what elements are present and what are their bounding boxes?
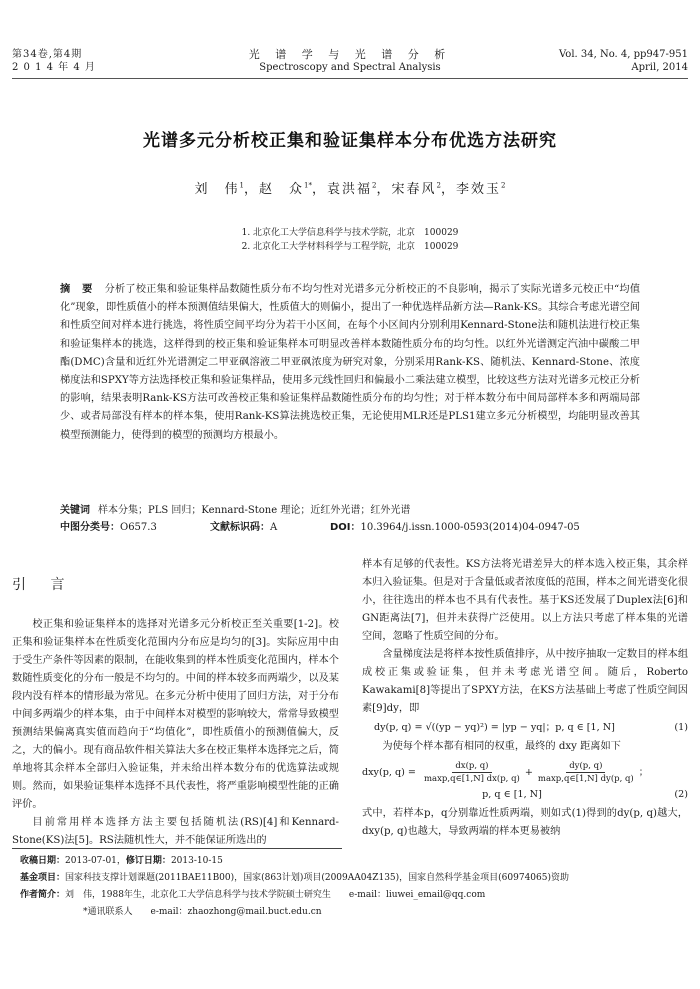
- classification: [60, 520, 660, 536]
- equation-2-fraction-y: $\frac{dy(p, q)}{\max p,q\in[1,N] dy(p, q)}$: [537, 761, 634, 784]
- doc-code-value: A: [270, 522, 278, 533]
- running-header-right: [559, 48, 688, 74]
- equation-2-number: (2): [674, 789, 688, 800]
- footnote-funding: 基金项目：国家科技支撑计划课题(2011BAE11B00)，国家(863计划)项目(2009AA04Z135)，国家自然科学基金项目(60974065)资助: [20, 873, 569, 883]
- author: 袁洪福$^2$: [327, 181, 377, 197]
- equation-2-fraction-x: $\frac{dx(p, q)}{\max p,q\in[1,N] dx(p, q)}$: [424, 761, 520, 784]
- clc-label: 中图分类号：: [60, 522, 120, 533]
- equation-1-number: (1): [674, 722, 688, 733]
- abstract-text: 分析了校正集和验证集样品数随性质分布不均匀性对光谱多元分析校正的不良影响，揭示了实际光谱多元校正中“均值化”现象，即性质值小的样本预测值结果偏大，性质值大的则偏小，提出了一种优选样品新方法—Rank-KS。其综合考虑光谱空间和性质空间对样本进行挑选，将性质空间平均分为若干小区间，在每个小区间内分别利用Kennard-Stone法和随机法进行校正集和验证集样本的挑选，这样得到的校正集和验证集样本可明显改善样本数随性质分布的均匀性。以红外光谱测定汽油中碳酸二甲酯(DMC)含量和近红外光谱测定二甲亚砜溶液二甲亚砜浓度为研究对象，分别采用Rank-KS、随机法、Kennard-Stone、浓度梯度法和SPXY等方法选择校正集和验证集样品，使用多元线性回归和偏最小二乘法建立模型，比较这些方法对光谱多元校正分析的影响，结果表明Rank-KS方法可改善校正集和验证集样品数随性质分布的均匀性；对于样本数分布中间局部样本多和两端局部少、或者局部没有样本的样本集，使用Rank-KS算法挑选校正集，无论使用MLR还是PLS1建立多元分析模型，均能明显改善其模型预测能力，使得到的模型的预测均方根最小。: [60, 284, 641, 441]
- issue-date: 2 0 1 4 年 4 月: [12, 62, 96, 73]
- right-paragraph-4: 式中，若样本p，q分别靠近性质两端，则如式(1)得到的dy(p, q)越大，dxy(p, q)也越大，导致两端的样本更易被纳: [362, 808, 688, 837]
- equation-2-cond-text: p, q ∈ [1, N]: [482, 789, 542, 800]
- equation-2-lhs: dxy(p, q) =: [362, 767, 416, 778]
- intro-paragraph-2: 目前常用样本选择方法主要包括随机法(RS)[4]和Kennard-Stone(KS)法[5]。RS法随机性大，并不能保证所选出的: [12, 817, 339, 846]
- section-title-intro: 引 言: [12, 577, 75, 593]
- keywords-text: 样本分集；PLS 回归；Kennard-Stone 理论；近红外光谱；红外光谱: [98, 505, 411, 516]
- volume-issue: 第34卷,第4期: [12, 49, 83, 60]
- volume-pages: Vol. 34, No. 4, pp947-951: [559, 49, 688, 60]
- equation-2-condition: [362, 787, 688, 803]
- intro-paragraph-1: 校正集和验证集样本的选择对光谱多元分析校正至关重要[1-2]。校正集和验证集样本在性质变化范围内分布应是均匀的[3]。实际应用中由于受生产条件等因素的限制，在能收集到的样本性质变化范围内，样本个数随性质变化的分布一般是不均匀的。中间的样本较多而两端少，以及某段内没有样本的情形最为常见。在多元分析中使用了回归方法，对于分布中间多两端少的样本集，由于中间样本对模型的影响较大，常常导致模型预测结果偏离真实值而趋向于“均值化”，即性质值小的预测值偏大，反之，大的偏小。现有商品软件相关算法大多在校正集样本选择完之后，简单地将其余样本全部归入验证集，并未给出样本数分布的优选算法或规则。然而，如果验证集样本选择不具代表性，将严重影响模型性能的正确评价。: [12, 619, 339, 810]
- right-paragraph-3: 为使每个样本都有相同的权重，最终的 dxy 距离如下: [382, 741, 621, 752]
- footnote-dates: 收稿日期：2013-07-01，修订日期：2013-10-15: [20, 856, 223, 866]
- journal-name-cn: 光 谱 学 与 光 谱 分 析: [248, 48, 452, 61]
- author: 宋春风$^2$: [391, 181, 441, 197]
- equation-2-plus: +: [524, 767, 533, 778]
- header-rule: [12, 78, 688, 79]
- paper-title: 光谱多元分析校正集和验证集样本分布优选方法研究: [143, 131, 557, 151]
- footnote-rule: [12, 848, 342, 849]
- month-year: April, 2014: [631, 62, 688, 73]
- equation-2-tail: ；: [638, 767, 649, 778]
- keywords-label: 关键词: [60, 505, 90, 516]
- affiliation: 2. 北京化工大学材料科学与工程学院，北京 100029: [241, 242, 459, 252]
- doc-code-label: 文献标识码：: [210, 522, 270, 533]
- keywords: [60, 503, 660, 519]
- right-paragraph-2: 含量梯度法是将样本按性质值排序，从中按序抽取一定数目的样本组成校正集或验证集，但并未考虑光谱空间。随后，Roberto Kawakami[8]等提出了SPXY方法，在KS方法基础上考虑了性质空间因素[9]dy，即: [362, 649, 689, 714]
- author-list: 刘 伟$^1$，赵 众$^{1*}$，袁洪福$^2$，宋春风$^2$，李效玉$^2$: [194, 181, 506, 197]
- abstract-label: 摘 要: [60, 284, 97, 295]
- affiliation: 1. 北京化工大学信息科学与技术学院，北京 100029: [241, 228, 459, 238]
- footnote-author-bio: 作者简介：刘 伟，1988年生，北京化工大学信息科学与技术学院硕士研究生 e-mail：liuwei_email@qq.com: [20, 890, 486, 900]
- clc-value: O657.3: [120, 522, 157, 533]
- footnote-corresponding: *通讯联系人 e-mail：zhaozhong@mail.buct.edu.cn: [83, 907, 322, 917]
- equation-1-body: dy(p, q) = √((yp − yq)²) = |yp − yq|；p, q ∈ [1, N]: [374, 722, 615, 733]
- author: 李效玉$^2$: [456, 181, 506, 197]
- equation-2: [362, 760, 688, 785]
- abstract: [60, 281, 640, 445]
- body-right-column: [362, 556, 688, 841]
- doi-value: 10.3964/j.issn.1000-0593(2014)04-0947-05: [360, 522, 580, 533]
- author: 刘 伟$^1$: [194, 181, 244, 197]
- doi-label: DOI：: [330, 522, 361, 533]
- author: 赵 众$^{1*}$: [259, 181, 312, 197]
- right-paragraph-1: 样本有足够的代表性。KS方法将光谱差异大的样本选入校正集，其余样本归入验证集。但是对于含量低或者浓度低的范围，样本之间光谱变化很小，往往选出的样本也不具有代表性。基于KS还发展了Duplex法[6]和GN距离法[7]，但并未获得广泛使用。以上方法只考虑了样本集的光谱空间，忽略了性质空间的分布。: [362, 559, 688, 642]
- affiliations: [0, 226, 700, 254]
- body-left-column: [12, 576, 339, 850]
- journal-name-en: Spectroscopy and Spectral Analysis: [259, 62, 441, 73]
- equation-1: [362, 720, 688, 736]
- footnotes: [20, 853, 690, 921]
- equation-2-body: [362, 760, 688, 785]
